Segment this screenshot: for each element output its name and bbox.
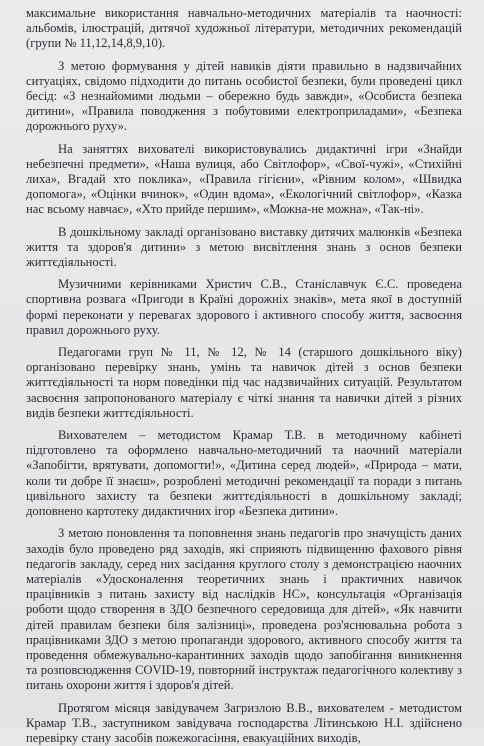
paragraph-methodical-materials: максимальне використання навчально-методичних матеріалів та наочності: альбомів, ілюстрацій, дитячої художньої літератури, методичних рекомендацій (групи № 11,12,14,8,9,10). xyxy=(26,6,462,51)
paragraph-methodist-materials: Вихователем – методистом Крамар Т.В. в методичному кабінеті підготовлено та оформлено навчально-методичний та наочний матеріали «Запобігти, врятувати, допомогти!», «Дитина серед людей», «Природа – мати, коли ти добре її знаєш», розроблені методичні рекомендації та поради з питань цивільного захисту та безпеки життєдіяльності в дошкільному закладі; доповнено картотеку дидактичних ігор «Безпека дитини». xyxy=(26,428,462,519)
paragraph-knowledge-check: Педагогами груп № 11, № 12, № 14 (старшого дошкільного віку) організовано перевірку знань, умінь та навичок дітей з основ безпеки життєдіяльності та норм поведінки під час надзвичайних ситуацій. Результатом засвоєння запропонованого матеріалу є чіткі знання та навички дітей з різних видів безпеки життєдіяльності. xyxy=(26,345,462,420)
paragraph-safety-talks: З метою формування у дітей навиків діяти правильно в надзвичайних ситуаціях, свідомо підходити до питань особистої безпеки, були проведені цикл бесід: «З незнайомими людьми – обережно будь завжди», «Особиста безпека дитини», «Правила поводження з побутовими електроприладами», «Безпека дорожнього руху». xyxy=(26,58,462,134)
paragraph-didactic-games: На заняттях вихователі використовувались дидактичні ігри «Знайди небезпечні предмети», «Наша вулиця, або Світлофор», «Свої-чужі», «Стихійні лиха», Вгадай хто поклика», «Правила гігієни», «Рівним колом», «Швидка допомога», «Оцінки вчинок», «Один вдома», «Екологічний світлофор», «Казка нас всьому навчає», «Хто прийде першим», «Можна-не можна», «Так-ні». xyxy=(26,141,462,217)
paragraph-drawing-exhibition: В дошкільному закладі організовано виставку дитячих малюнків «Безпека життя та здоров'я дитини» з метою висвітлення знань з основ безпеки життєдіяльності. xyxy=(26,224,462,270)
paragraph-teacher-training: З метою поновлення та поповнення знань педагогів про значущість даних заходів було проведено ряд заходів, які сприяють підвищенню фахового рівня педагогів закладу, серед них засідання круглого столу з демонстрацією наочних матеріалів «Удосконалення теоретичних знань і практичних навичок працівників з питань захисту від наслідків НС», консультація «Організація роботи щодо створення в ЗДО безпечного середовища для дітей», «Як навчити дітей правилам безпеки біля залізниці», проведена роз'яснювальна робота з працівниками ЗДО з метою пропаганди здорового, активного способу життя та проведення обмежувально-карантинних заходів щодо запобігання виникнення та розповсюдження COVID-19, повторний інструктаж педагогічного колективу з питань охорони життя і здоров'я дітей. xyxy=(26,526,462,693)
paragraph-fire-safety-check: Протягом місяця завідувачем Загризлою В.В., вихователем - методистом Крамар Т.В., заступником завідувача господарства Літинською Н.І. здійснено перевірку стану засобів пожежогасіння, евакуаційних виходів, xyxy=(26,700,462,745)
paragraph-sports-event: Музичними керівниками Христич С.В., Станіславчук Є.С. проведена спортивна розвага «Пригоди в Країні дорожніх знаків», мета якої в доступній формі переконати у перевагах здорового і активного способу життя, засвоєння правил дорожнього руху. xyxy=(26,277,462,337)
